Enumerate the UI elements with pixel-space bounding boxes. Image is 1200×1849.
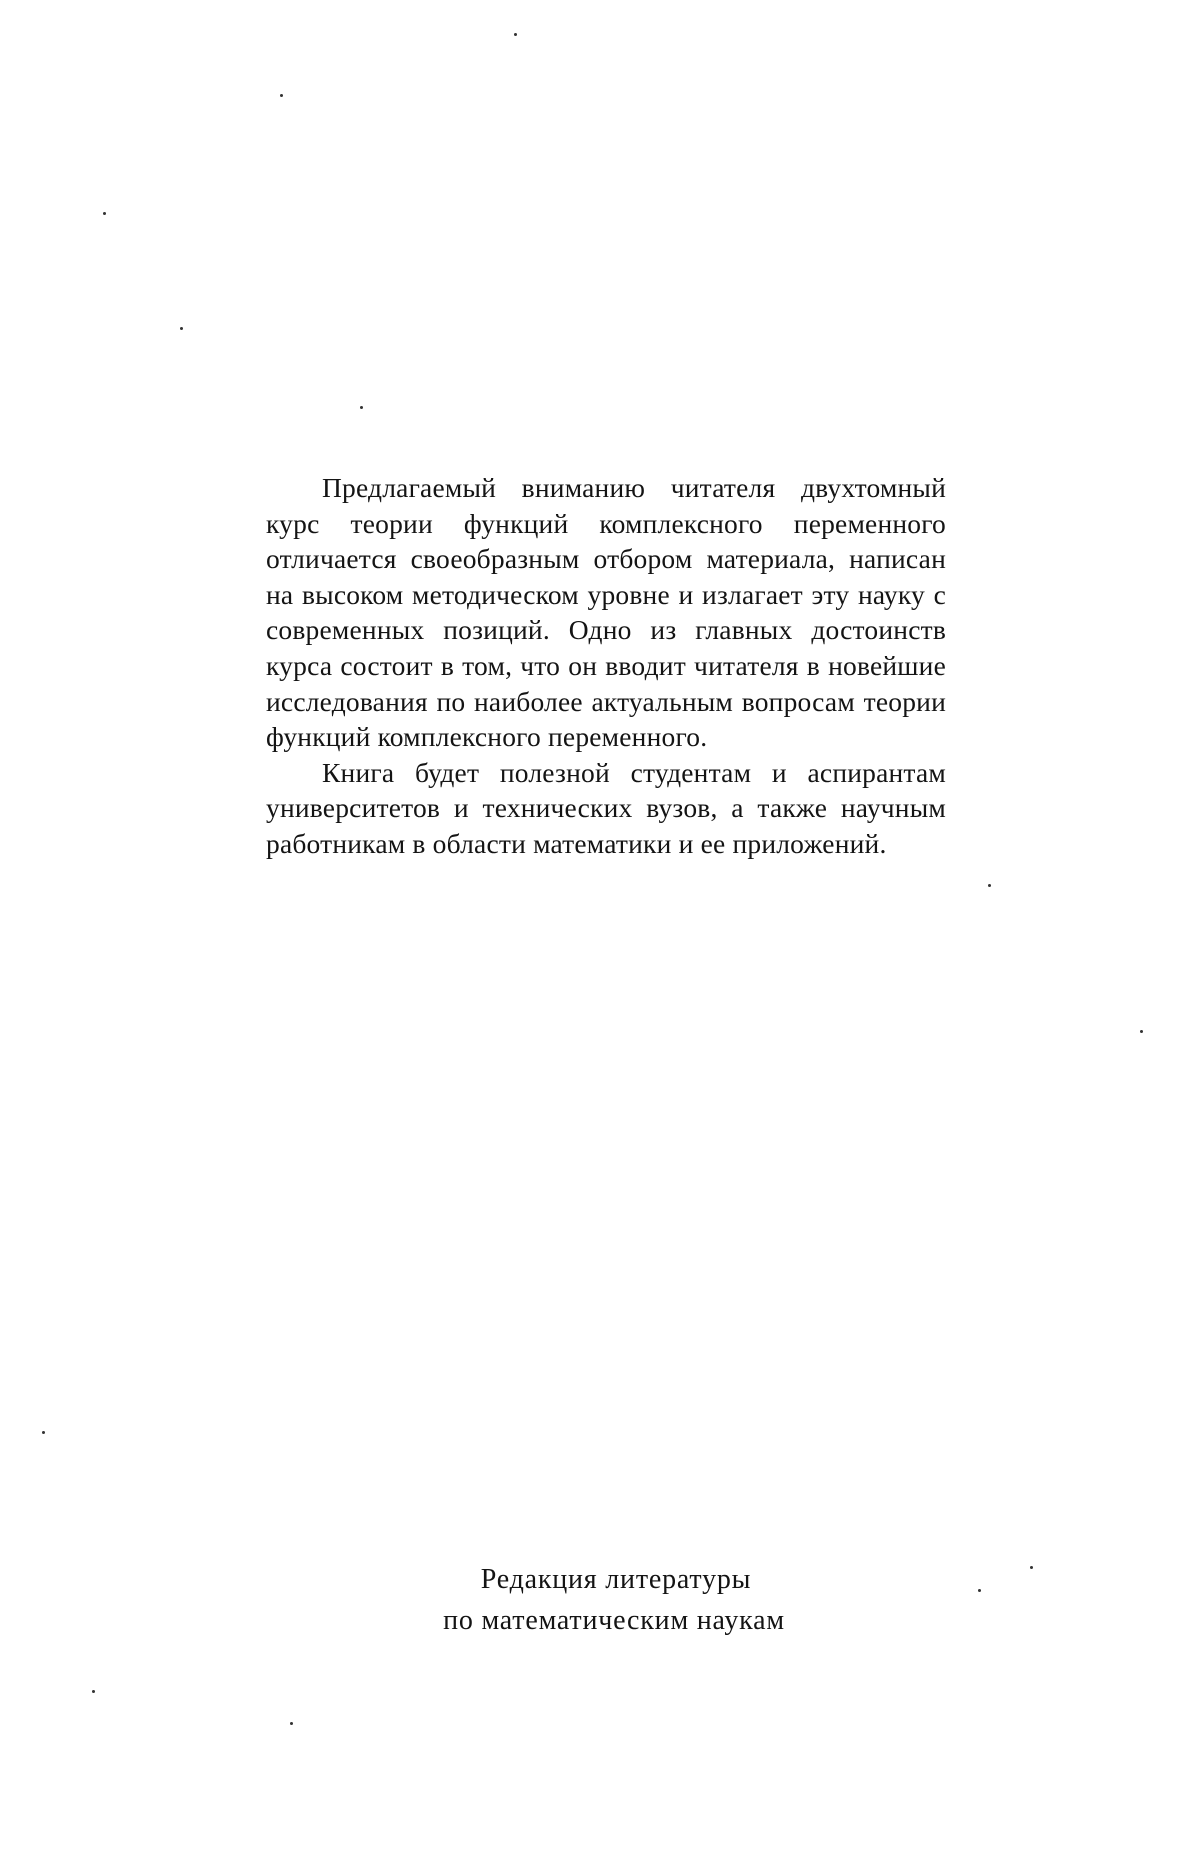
book-annotation [266, 470, 946, 862]
print-speck [42, 1431, 45, 1434]
editorial-credit-line-1: Редакция литературы [480, 1564, 752, 1595]
print-speck [988, 884, 991, 887]
print-speck [280, 94, 283, 97]
print-speck [92, 1690, 95, 1693]
annotation-paragraph-1: Предлагаемый вниманию читателя двухтомный курс теории функций комплексного переменного отличается своеобразным отбором материала, написан на высоком методическом уровне и излагает эту науку с современных позиций. Одно из главных достоинств курса состоит в том, что он вводит читателя в новейшие исследования по наиболее актуальным вопросам теории функций комплексного переменного. [266, 472, 946, 753]
print-speck [290, 1722, 293, 1725]
editorial-credit-line-2: по математическим наукам [443, 1605, 785, 1636]
print-speck [514, 33, 517, 36]
annotation-paragraph-2: Книга будет полезной студентам и аспирантам университетов и технических вузов, а также научным работникам в области математики и ее приложений. [266, 756, 946, 859]
print-speck [180, 327, 183, 330]
print-speck [360, 406, 363, 409]
print-speck [1140, 1030, 1143, 1033]
print-speck [103, 212, 106, 215]
